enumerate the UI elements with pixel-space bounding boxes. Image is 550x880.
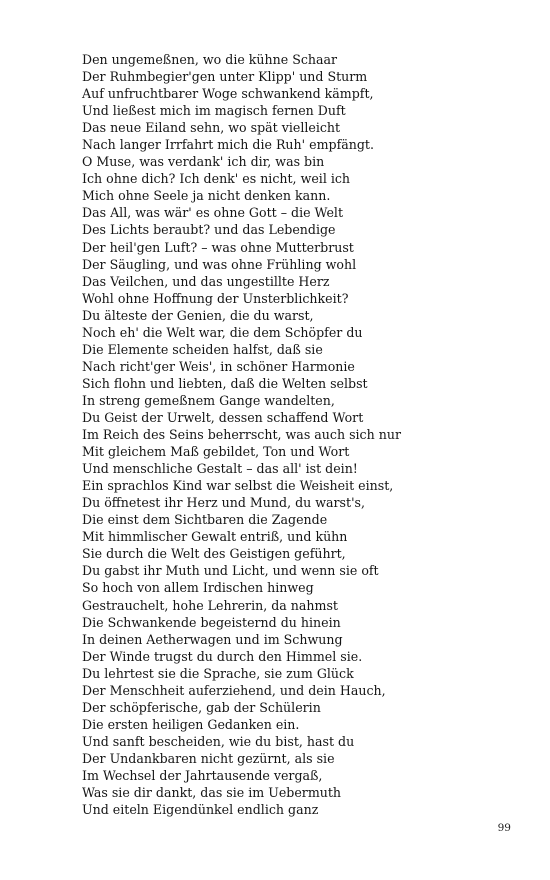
poem-line: Sie durch die Welt des Geistigen geführt,	[82, 546, 346, 562]
poem-line: Nach langer Irrfahrt mich die Ruh' empfängt.	[82, 137, 374, 153]
poem-line: Das All, was wär' es ohne Gott – die Welt	[82, 205, 344, 221]
poem-line: Was sie dir dankt, das sie im Uebermuth	[82, 785, 342, 801]
poem-line: Mit himmlischer Gewalt entriß, und kühn	[82, 529, 348, 545]
poem-line: Und eiteln Eigendünkel endlich ganz	[82, 802, 319, 818]
poem-line: Du öffnetest ihr Herz und Mund, du warst's,	[82, 495, 366, 511]
poem-line: Die ersten heiligen Gedanken ein.	[82, 716, 300, 732]
poem-line: Die Elemente scheiden halfst, daß sie	[82, 341, 323, 357]
poem-line: Im Reich des Seins beherrscht, was auch sich nur	[82, 427, 401, 443]
poem-line: Nach richt'ger Weis', in schöner Harmonie	[82, 358, 355, 374]
poem-line: Der Undankbaren nicht gezürnt, als sie	[82, 750, 335, 766]
poem-text	[82, 51, 502, 818]
poem-line: Mit gleichem Maß gebildet, Ton und Wort	[82, 444, 350, 460]
poem-line: Den ungemeßnen, wo die kühne Schaar	[82, 52, 338, 67]
poem-line: Auf unfruchtbarer Woge schwankend kämpft,	[82, 86, 374, 102]
poem-line: In deinen Aetherwagen und im Schwung	[82, 631, 343, 647]
poem-line: Der schöpferische, gab der Schülerin	[82, 699, 321, 715]
poem-line: Du gabst ihr Muth und Licht, und wenn sie oft	[82, 563, 379, 579]
poem-line: Die einst dem Sichtbaren die Zagende	[82, 512, 328, 528]
poem-line: Das neue Eiland sehn, wo spät vielleicht	[82, 120, 341, 136]
poem-line: Gestrauchelt, hohe Lehrerin, da nahmst	[82, 597, 338, 613]
poem-line: Und menschliche Gestalt – das all' ist dein!	[82, 461, 358, 477]
poem-line: Mich ohne Seele ja nicht denken kann.	[82, 188, 331, 204]
poem-line: Und sanft bescheiden, wie du bist, hast du	[82, 733, 355, 749]
poem-line: Der Ruhmbegier'gen unter Klipp' und Sturm	[82, 69, 368, 85]
poem-line: Des Lichts beraubt? und das Lebendige	[82, 222, 336, 238]
poem-line: Der Winde trugst du durch den Himmel sie.	[82, 648, 363, 664]
poem-line: In streng gemeßnem Gange wandelten,	[82, 392, 335, 408]
poem-line: Der Säugling, und was ohne Frühling wohl	[82, 256, 357, 272]
poem-line: O Muse, was verdank' ich dir, was bin	[82, 154, 325, 170]
poem-line: Die Schwankende begeisternd du hinein	[82, 614, 341, 630]
page-number: 99	[497, 822, 511, 834]
poem-line: Du Geist der Urwelt, dessen schaffend Wort	[82, 409, 364, 425]
poem-line: So hoch von allem Irdischen hinweg	[82, 580, 314, 596]
poem-line: Im Wechsel der Jahrtausende vergaß,	[82, 767, 323, 783]
poem-line: Das Veilchen, und das ungestillte Herz	[82, 273, 330, 289]
poem-line: Der heil'gen Luft? – was ohne Mutterbrust	[82, 239, 354, 255]
poem-line: Noch eh' die Welt war, die dem Schöpfer du	[82, 324, 363, 340]
poem-line: Wohl ohne Hoffnung der Unsterblichkeit?	[82, 290, 349, 306]
poem-line: Ein sprachlos Kind war selbst die Weisheit einst,	[82, 478, 394, 494]
poem-line: Du älteste der Genien, die du warst,	[82, 307, 314, 323]
poem-line: Du lehrtest sie die Sprache, sie zum Glück	[82, 665, 354, 681]
poem-line: Sich flohn und liebten, daß die Welten selbst	[82, 375, 368, 391]
poem-line: Und ließest mich im magisch fernen Duft	[82, 103, 346, 119]
poem-line: Der Menschheit auferziehend, und dein Hauch,	[82, 682, 386, 698]
poem-line: Ich ohne dich? Ich denk' es nicht, weil ich	[82, 171, 351, 187]
